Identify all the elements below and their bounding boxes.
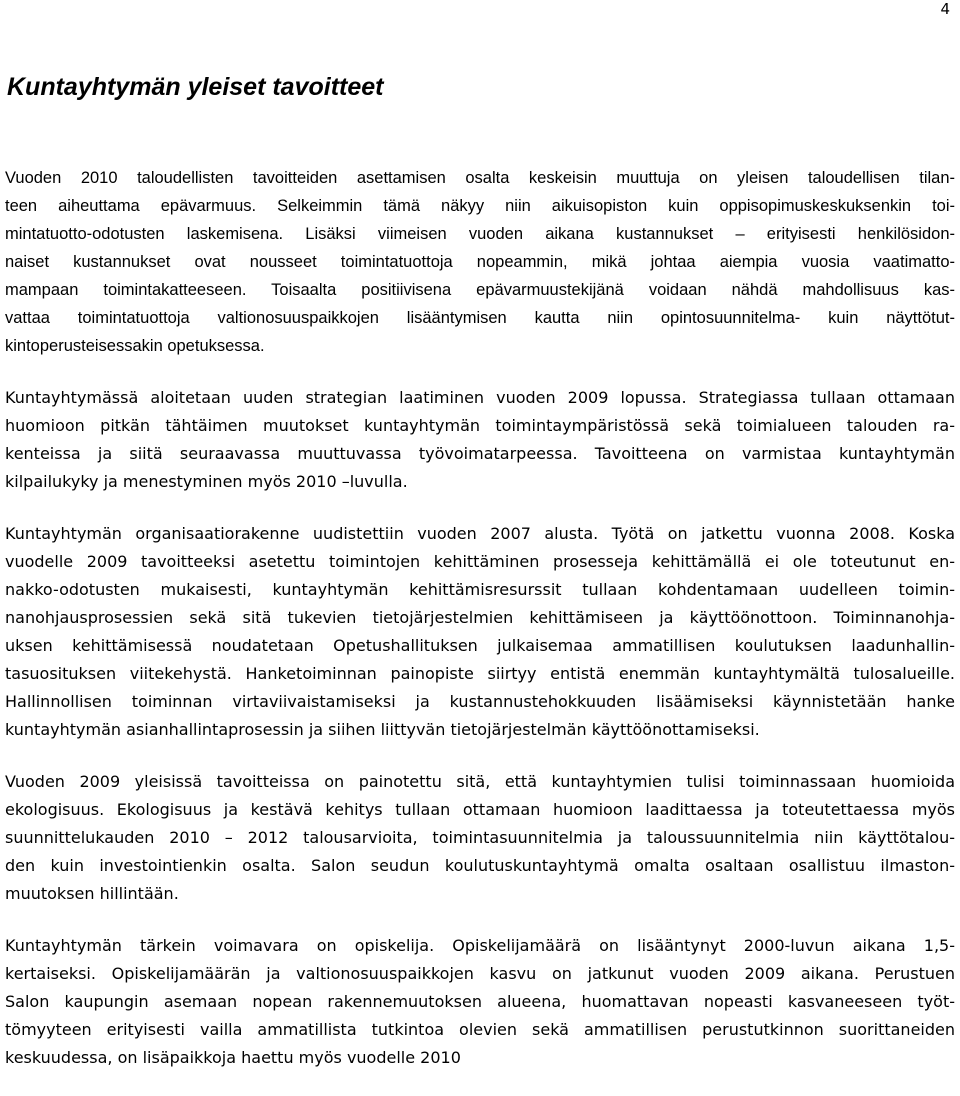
text-line: keskuudessa, on lisäpaikkoja haettu myös vuodelle 2010	[5, 1048, 461, 1067]
text-line: mampaan toimintakatteeseen. Toisaalta positiivisena epävarmuustekijänä voidaan nähdä mahdollisuus kas-	[5, 281, 955, 299]
text-line: huomioon pitkän tähtäimen muutokset kuntayhtymän toimintaympäristössä sekä toimialueen talouden ra-	[5, 416, 955, 435]
text-line: tömyyteen erityisesti vailla ammatillista tutkintoa olevien sekä ammatillisen perustutkinnon suorittaneiden	[5, 1020, 955, 1039]
text-line: kintoperusteisessakin opetuksessa.	[5, 337, 265, 355]
text-line: teen aiheuttama epävarmuus. Selkeimmin tämä näkyy niin aikuisopiston kuin oppisopimuskeskuksenkin toi-	[5, 197, 955, 215]
text-line: naiset kustannukset ovat nousseet toimintatuottoja nopeammin, mikä johtaa aiempia vuosia vaatimatto-	[5, 253, 955, 271]
text-line: mintatuotto-odotusten laskemisena. Lisäksi viimeisen vuoden aikana kustannukset – erityisesti henkilösidon-	[5, 225, 955, 243]
paragraph-economic-outlook	[5, 164, 955, 360]
text-line: uksen kehittämisessä noudatetaan Opetushallituksen julkaisemaa ammatillisen koulutuksen laadunhallin-	[5, 636, 955, 655]
text-line: nanohjausprosessien sekä sitä tukevien tietojärjestelmien kehittämiseen ja käyttöönottoon. Toiminnanohja-	[5, 608, 955, 627]
text-line: Vuoden 2010 taloudellisten tavoitteiden asettamisen osalta keskeisin muuttuja on yleisen taloudellisen tilan-	[5, 169, 955, 187]
text-line: kuntayhtymän asianhallintaprosessin ja siihen liittyvän tietojärjestelmän käyttöönottamiseksi.	[5, 720, 760, 739]
text-line: Vuoden 2009 yleisissä tavoitteissa on painotettu sitä, että kuntayhtymien tulisi toiminnassaan huomioida	[5, 772, 955, 791]
document-body	[5, 164, 955, 1096]
text-line: den kuin investointienkin osalta. Salon seudun koulutuskuntayhtymä omalta osaltaan osallistuu ilmaston-	[5, 856, 955, 875]
text-line: Kuntayhtymän organisaatiorakenne uudistettiin vuoden 2007 alusta. Työtä on jatkettu vuonna 2008. Koska	[5, 524, 955, 543]
paragraph-organisation	[5, 520, 955, 744]
text-line: Salon kaupungin asemaan nopean rakennemuutoksen alueena, huomattavan nopeasti kasvaneeseen työt-	[5, 992, 955, 1011]
text-line: kertaiseksi. Opiskelijamäärän ja valtionosuuspaikkojen kasvu on jatkunut vuoden 2009 aikana. Perustuen	[5, 964, 955, 983]
page-heading: Kuntayhtymän yleiset tavoitteet	[7, 73, 384, 101]
text-line: kilpailukyky ja menestyminen myös 2010 –luvulla.	[5, 472, 408, 491]
paragraph-strategy	[5, 384, 955, 496]
text-line: nakko-odotusten mukaisesti, kuntayhtymän kehittämisresurssit tullaan kohdentamaan uudelleen toimin-	[5, 580, 955, 599]
paragraph-ecology	[5, 768, 955, 908]
text-line: tasuosituksen viitekehystä. Hanketoiminnan painopiste siirtyy entistä enemmän kuntayhtymältä tulosalueille.	[5, 664, 955, 683]
text-line: Kuntayhtymässä aloitetaan uuden strategian laatiminen vuoden 2009 lopussa. Strategiassa tullaan ottamaan	[5, 388, 955, 407]
text-line: vuodelle 2009 tavoitteeksi asetettu toimintojen kehittäminen prosesseja kehittämällä ei ole toteutunut en-	[5, 552, 955, 571]
text-line: ekologisuus. Ekologisuus ja kestävä kehitys tullaan ottamaan huomioon laadittaessa ja toteutettaessa myös	[5, 800, 955, 819]
text-line: vattaa toimintatuottoja valtionosuuspaikkojen lisääntymisen kautta niin opintosuunnitelma- kuin näyttötut-	[5, 309, 955, 327]
text-line: Hallinnollisen toiminnan virtaviivaistamiseksi ja kustannustehokkuuden lisäämiseksi käynnistetään hanke	[5, 692, 955, 711]
text-line: Kuntayhtymän tärkein voimavara on opiskelija. Opiskelijamäärä on lisääntynyt 2000-luvun aikana 1,5-	[5, 936, 955, 955]
text-line: muutoksen hillintään.	[5, 884, 179, 903]
text-line: kenteissa ja siitä seuraavassa muuttuvassa työvoimatarpeessa. Tavoitteena on varmistaa kuntayhtymän	[5, 444, 955, 463]
paragraph-students	[5, 932, 955, 1072]
page-number: 4	[940, 0, 950, 18]
text-line: suunnittelukauden 2010 – 2012 talousarvioita, toimintasuunnitelmia ja taloussuunnitelmia niin käyttötalou-	[5, 828, 955, 847]
